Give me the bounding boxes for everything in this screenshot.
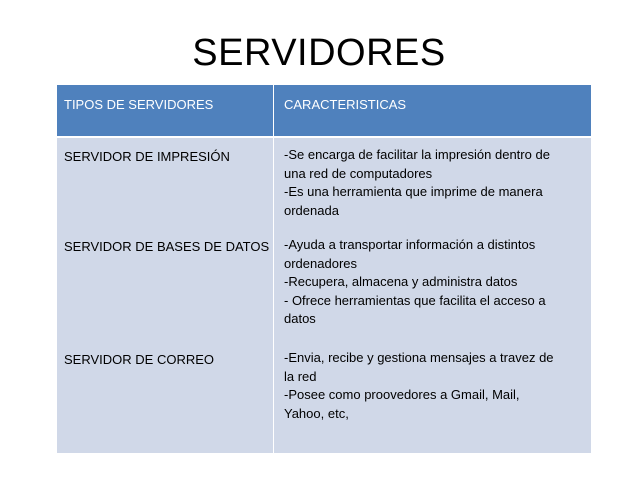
server-characteristics-bases-de-datos xyxy=(284,236,584,329)
characteristic-line: -Ayuda a transportar información a distintos xyxy=(284,237,536,252)
server-type-impresion: SERVIDOR DE IMPRESIÓN xyxy=(64,149,230,164)
header-caracteristicas: CARACTERISTICAS xyxy=(284,97,407,112)
characteristic-line: -Posee como proovedores a Gmail, Mail, xyxy=(284,387,520,402)
characteristic-line: -Es una herramienta que imprime de manera xyxy=(284,184,543,199)
servers-table xyxy=(57,85,591,453)
characteristic-line: una red de computadores xyxy=(284,165,433,181)
characteristic-line: - Ofrece herramientas que facilita el acceso a xyxy=(284,292,546,308)
server-type-bases-de-datos: SERVIDOR DE BASES DE DATOS xyxy=(64,239,270,254)
characteristic-line: ordenada xyxy=(284,202,339,218)
characteristic-line: la red xyxy=(284,368,317,384)
header-tipos-de-servidores: TIPOS DE SERVIDORES xyxy=(64,97,214,112)
column-divider xyxy=(273,85,274,453)
server-type-correo: SERVIDOR DE CORREO xyxy=(64,352,215,367)
characteristic-line: -Se encarga de facilitar la impresión dentro de xyxy=(284,147,550,162)
server-characteristics-correo xyxy=(284,349,584,423)
characteristic-line: datos xyxy=(284,311,316,326)
characteristic-line: ordenadores xyxy=(284,255,357,271)
slide-title: SERVIDORES xyxy=(192,32,446,74)
row-divider xyxy=(57,136,591,138)
server-characteristics-impresion xyxy=(284,146,584,220)
characteristic-line: -Envia, recibe y gestiona mensajes a travez de xyxy=(284,350,554,365)
characteristic-line: Yahoo, etc, xyxy=(284,405,349,421)
characteristic-line: -Recupera, almacena y administra datos xyxy=(284,274,518,289)
